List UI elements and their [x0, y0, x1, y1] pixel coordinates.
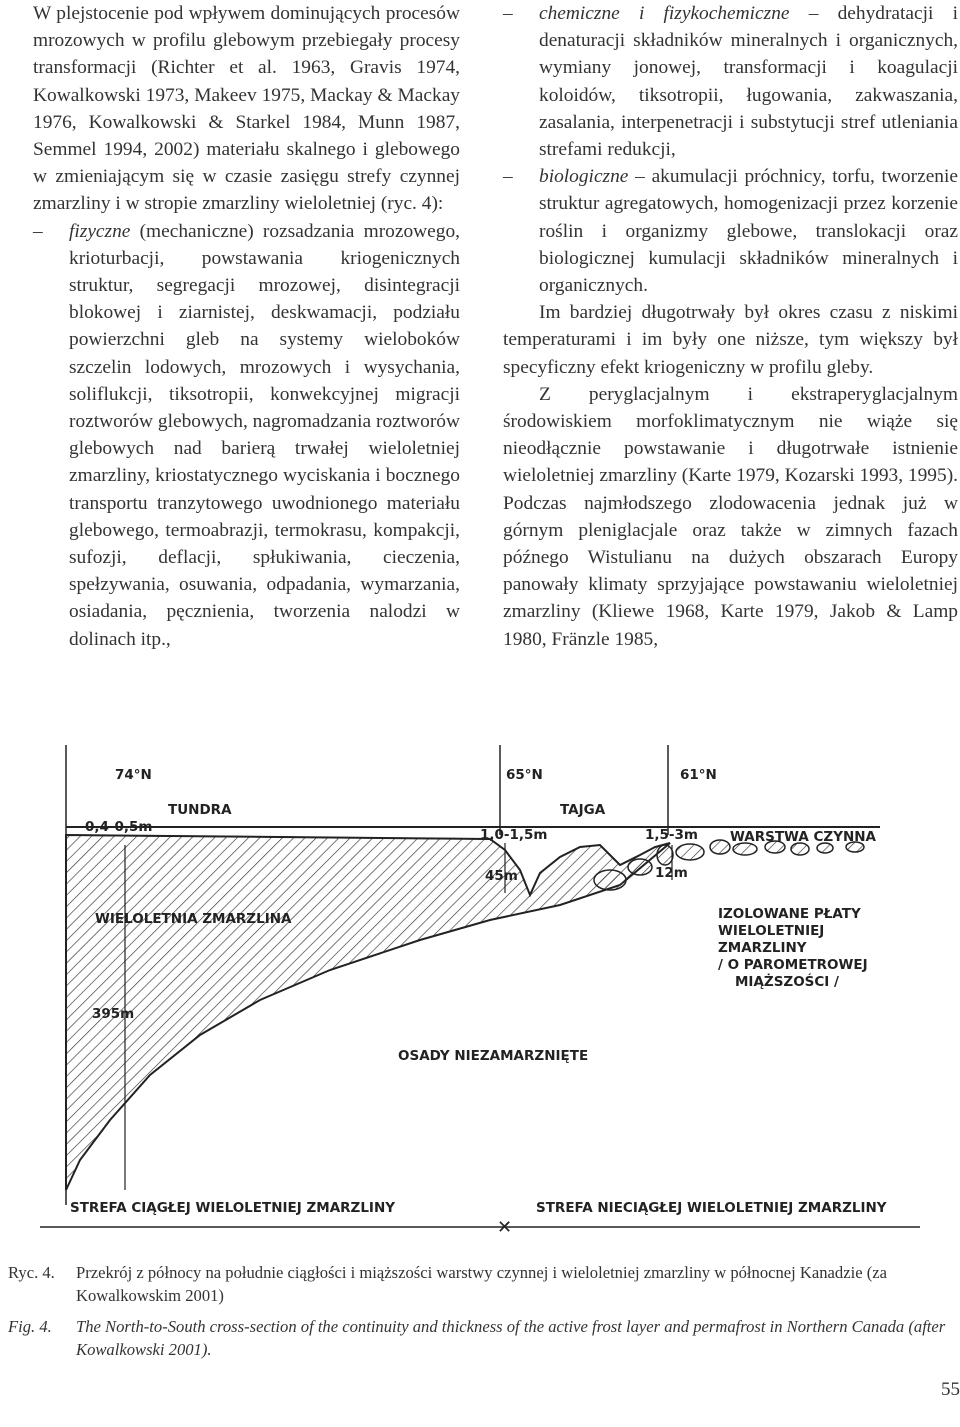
list-item-physical [33, 218, 460, 653]
text-physical: (mechaniczne) rozsadzania mrozowego, krioturbacji, powstawania kriogenicznych struktur, segregacji mrozowej, disintegracji blokowej i ziarnistej, deskwamacji, podziału powierzchni gleb na systemy wieloboków szczelin lodowych, mrozowych i wysychania, soliflukcji, tiksotropii, konwekcyjnej migracji roztworów glebowych, nagromadzania roztworów glebowych nad barierą trwałej wieloletniej zmarzliny, kriostatycznego wyciskania i bocznego transportu tranzytowego uwodnionego materiału glebowego, termoabrazji, termokrasu, kompakcji, sufozji, deflacji, spłukiwania, cieczenia, spełzywania, osuwania, odpadania, wymarzania, osiadania, pęcznienia, tworzenia nalodzi w dolinach itp., [69, 220, 460, 650]
label-depth-395: 395m [92, 1006, 135, 1022]
left-column [33, 0, 460, 653]
figure-caption [8, 1262, 958, 1370]
label-isolated-4: / O PAROMETROWEJ [718, 957, 868, 973]
label-isolated-3: ZMARZLINY [718, 940, 807, 956]
term-chemical: chemiczne i fizykochemiczne [539, 3, 790, 24]
label-continuous-zone: STREFA CIĄGŁEJ WIELOLETNIEJ ZMARZLINY [70, 1200, 396, 1216]
term-physical: fizyczne [69, 220, 131, 242]
list-item-chemical [503, 0, 958, 163]
caption-number-pl: Ryc. 4. [8, 1263, 55, 1282]
paragraph-2: Im bardziej długotrwały był okres czasu z niskimi temperaturami i im były one niższe, tym większy był specyficzny efekt kriogeniczny w profilu gleby. [503, 302, 958, 378]
caption-english [8, 1316, 958, 1361]
label-lat-65: 65°N [506, 767, 543, 783]
paragraph-3: Z peryglacjalnym i ekstraperyglacjalnym środowiskiem morfoklimatycznym nie wiąże się nieodłącznie powstawanie i długotrwałe istnienie wieloletniej zmarzliny (Karte 1979, Kozarski 1993, 1995). Podczas najmłodszego zlodowacenia jednak już w górnym pleniglacjale oraz także w zimnych fazach późnego Wistulianu na dużych obszarach Europy panowały klimaty sprzyjające powstawaniu wieloletniej zmarzliny (Kliewe 1968, Karte 1979, Jakob & Lamp 1980, Fränzle 1985, [503, 383, 959, 650]
permafrost-patch [628, 859, 652, 875]
label-isolated-5: MIĄŻSZOŚCI / [735, 974, 839, 990]
label-depth-04: 0,4-0,5m [85, 819, 153, 835]
dash-sep: – [635, 166, 645, 188]
caption-number-en: Fig. 4. [8, 1317, 52, 1336]
cross-section-diagram [0, 735, 960, 1245]
list-item-biological [503, 163, 958, 299]
label-lat-74: 74°N [115, 767, 152, 783]
list-dash: – [503, 166, 513, 188]
page-number: 55 [941, 1379, 960, 1400]
right-column [503, 0, 958, 653]
label-depth-10: 1,0-1,5m [480, 827, 548, 843]
permafrost-body [66, 835, 670, 1190]
label-depth-12: 12m [655, 865, 688, 881]
label-unfrozen: OSADY NIEZAMARZNIĘTE [398, 1048, 589, 1064]
figure-cross-section [0, 735, 960, 1245]
zone-divider-mark: ✕ [497, 1217, 513, 1238]
caption-polish [8, 1262, 958, 1307]
permafrost-patch [710, 840, 730, 854]
text-biological: akumulacji próchnicy, torfu, tworzenie struktur agregatowych, homogenizacji przez korzenie roślin i organizmy glebowe, translokacji oraz biologicznej kumulacji składników mineralnych i organicznych. [539, 166, 958, 297]
label-isolated-2: WIELOLETNIEJ [718, 923, 825, 939]
intro-paragraph: W plejstocenie pod wpływem dominujących procesów mrozowych w profilu glebowym przebiegały procesy transformacji (Richter et al. 1963, Gravis 1974, Kowalkowski 1973, Makeev 1975, Mackay & Mackay 1976, Kowalkowski & Starkel 1984, Munn 1987, Semmel 1994, 2002) materiału skalnego i glebowego w zmieniającym się w czasie zasięgu strefy czynnej zmarzliny i w stropie zmarzliny wieloletniej (ryc. 4): [33, 3, 460, 215]
label-permafrost: WIELOLETNIA ZMARZLINA [95, 911, 292, 927]
term-biological: biologiczne [539, 166, 629, 188]
label-isolated-1: IZOLOWANE PŁATY [718, 906, 861, 922]
permafrost-patch [657, 845, 673, 865]
label-depth-45: 45m [485, 868, 518, 884]
label-active-layer: WARSTWA CZYNNA [730, 829, 877, 845]
label-lat-61: 61°N [680, 767, 717, 783]
label-tajga: TAJGA [560, 802, 606, 818]
permafrost-patch [594, 870, 626, 890]
list-dash: – [503, 3, 513, 24]
permafrost-patch [676, 844, 704, 860]
label-tundra: TUNDRA [168, 802, 232, 818]
dash-sep: – [808, 3, 819, 24]
label-discontinuous-zone: STREFA NIECIĄGŁEJ WIELOLETNIEJ ZMARZLINY [536, 1200, 887, 1216]
caption-text-en: The North-to-South cross-section of the continuity and thickness of the active frost layer and permafrost in Northern Canada (after Kowalkowski 2001). [76, 1317, 946, 1359]
label-depth-15: 1,5-3m [645, 827, 698, 843]
list-dash: – [33, 220, 43, 242]
caption-text-pl: Przekrój z północy na południe ciągłości i miąższości warstwy czynnej i wieloletniej zmarzliny w północnej Kanadzie (za Kowalkowskim 2001) [76, 1263, 887, 1305]
text-chemical: dehydratacji i denaturacji składników mineralnych i organicznych, wymiany jonowej, transformacji i koagulacji koloidów, tiksotropii, ługowania, zakwaszania, zasalania, interpenetracji i substytucji stref utleniania strefami redukcji, [539, 3, 958, 161]
